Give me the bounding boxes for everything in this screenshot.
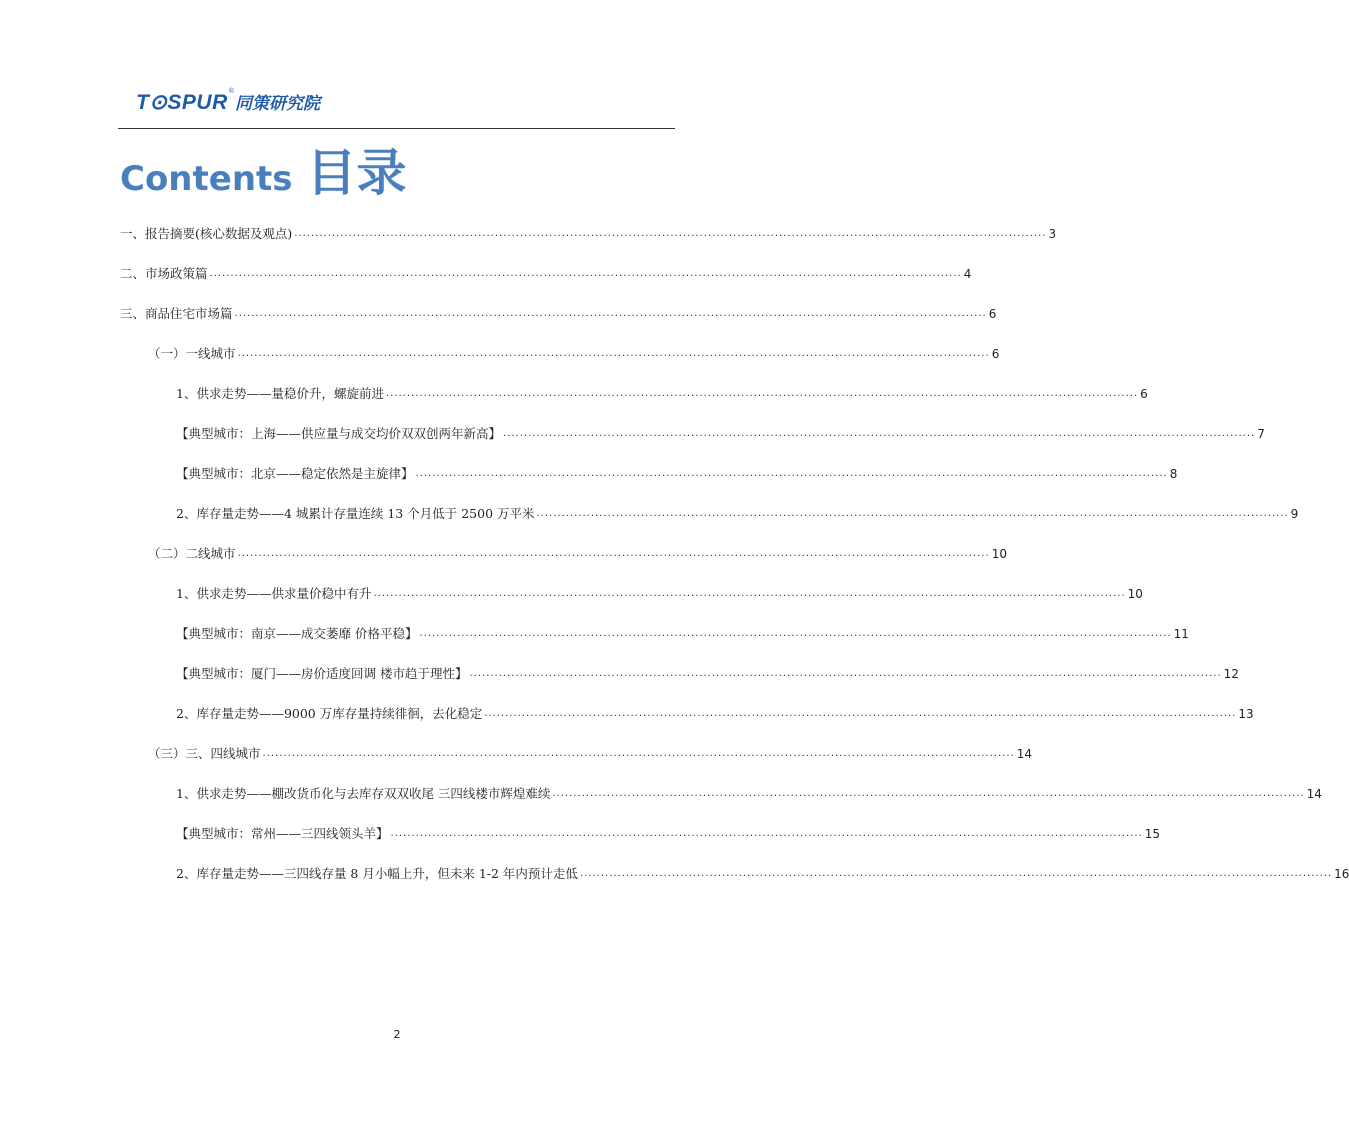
- toc-leader-dots: ....................................................................................................................................................................................: [536, 508, 1289, 519]
- toc-entry-label: 一、报告摘要(核心数据及观点): [120, 226, 293, 241]
- toc-entry[interactable]: [176, 626, 1189, 642]
- toc-entry-page: 12: [1223, 667, 1239, 681]
- toc-entry-label: 三、商品住宅市场篇: [120, 306, 233, 321]
- toc-entry-page: 6: [1140, 387, 1148, 401]
- toc-entry[interactable]: [176, 466, 1178, 482]
- title-chinese: 目录: [306, 144, 407, 202]
- toc-leader-dots: ....................................................................................................................................................................................: [209, 268, 962, 279]
- toc-entry-label: 1、供求走势——量稳价升，螺旋前进: [176, 386, 384, 401]
- toc-leader-dots: ....................................................................................................................................................................................: [419, 628, 1172, 639]
- toc-entry-label: （二）二线城市: [148, 546, 236, 561]
- toc-entry-page: 10: [991, 547, 1007, 561]
- toc-entry-page: 14: [1016, 747, 1032, 761]
- toc-entry[interactable]: [176, 786, 1322, 802]
- toc-leader-dots: ....................................................................................................................................................................................: [373, 588, 1126, 599]
- toc-entry-page: 16: [1334, 867, 1349, 881]
- header-divider: [118, 128, 675, 129]
- toc-entry-label: 【典型城市：常州——三四线领头羊】: [176, 826, 389, 841]
- toc-entry-label: 【典型城市：厦门——房价适度回调 楼市趋于理性】: [176, 666, 468, 681]
- toc-entry-page: 6: [991, 347, 1000, 361]
- toc-leader-dots: ....................................................................................................................................................................................: [503, 428, 1256, 439]
- toc-leader-dots: ....................................................................................................................................................................................: [294, 228, 1047, 239]
- toc-entry-page: 14: [1306, 787, 1322, 801]
- toc-entry[interactable]: [176, 426, 1265, 442]
- toc-entry-label: 【典型城市：北京——稳定依然是主旋律】: [176, 466, 414, 481]
- toc-entry-page: 15: [1144, 827, 1160, 841]
- toc-entry[interactable]: [176, 666, 1239, 682]
- page-number: 2: [393, 1028, 401, 1041]
- toc-entry-label: （三）三、四线城市: [148, 746, 261, 761]
- logo-english: T⊙SPUR: [136, 91, 228, 114]
- toc-entry-label: 2、库存量走势——9000 万库存量持续徘徊，去化稳定: [176, 706, 483, 721]
- toc-leader-dots: ....................................................................................................................................................................................: [262, 748, 1015, 759]
- toc-entry-page: 7: [1257, 427, 1265, 441]
- toc-entry[interactable]: [120, 306, 997, 322]
- toc-entry-page: 6: [988, 307, 997, 321]
- toc-leader-dots: ....................................................................................................................................................................................: [579, 868, 1333, 879]
- toc-leader-dots: ....................................................................................................................................................................................: [469, 668, 1222, 679]
- toc-entry-label: 1、供求走势——棚改货币化与去库存双双收尾 三四线楼市辉煌难续: [176, 786, 551, 801]
- toc-entry-page: 4: [963, 267, 972, 281]
- toc-entry-label: 2、库存量走势——三四线存量 8 月小幅上升，但未来 1-2 年内预计走低: [176, 866, 578, 881]
- toc-entry[interactable]: [176, 586, 1143, 602]
- toc-entry[interactable]: [176, 866, 1349, 882]
- toc-entry-page: 3: [1048, 227, 1057, 241]
- toc-entry[interactable]: [120, 266, 972, 282]
- logo-chinese: 同策研究院: [234, 94, 320, 114]
- toc-entry[interactable]: [176, 826, 1160, 842]
- toc-entry-label: 【典型城市：南京——成交萎靡 价格平稳】: [176, 626, 418, 641]
- toc-entry[interactable]: [148, 546, 1007, 562]
- company-logo: [136, 88, 320, 114]
- toc-entry[interactable]: [148, 346, 1000, 362]
- toc-entry[interactable]: [176, 386, 1148, 402]
- toc-entry-page: 13: [1238, 707, 1254, 721]
- toc-entry-label: （一）一线城市: [148, 346, 236, 361]
- toc-entry[interactable]: [176, 506, 1299, 522]
- toc-entry-page: 8: [1169, 467, 1178, 481]
- page-title: [120, 140, 407, 204]
- toc-leader-dots: ....................................................................................................................................................................................: [484, 708, 1237, 719]
- toc-leader-dots: ....................................................................................................................................................................................: [234, 308, 987, 319]
- title-english: Contents: [120, 159, 293, 199]
- toc-entry-label: 【典型城市：上海——供应量与成交均价双双创两年新高】: [176, 426, 502, 441]
- toc-leader-dots: ....................................................................................................................................................................................: [237, 348, 990, 359]
- toc-entry-page: 10: [1127, 587, 1143, 601]
- toc-entry-label: 二、市场政策篇: [120, 266, 208, 281]
- toc-leader-dots: ....................................................................................................................................................................................: [237, 548, 990, 559]
- toc-entry[interactable]: [176, 706, 1254, 722]
- toc-entry[interactable]: [120, 226, 1057, 242]
- toc-entry-page: 11: [1173, 627, 1189, 641]
- toc-leader-dots: ....................................................................................................................................................................................: [385, 388, 1139, 399]
- toc-entry[interactable]: [148, 746, 1032, 762]
- logo-registered-mark: ®: [228, 88, 234, 95]
- toc-entry-label: 1、供求走势——供求量价稳中有升: [176, 586, 372, 601]
- toc-leader-dots: ....................................................................................................................................................................................: [552, 788, 1305, 799]
- toc-entry-label: 2、库存量走势——4 城累计存量连续 13 个月低于 2500 万平米: [176, 506, 535, 521]
- toc-leader-dots: ....................................................................................................................................................................................: [415, 468, 1168, 479]
- toc-entry-page: 9: [1290, 507, 1299, 521]
- toc-leader-dots: ....................................................................................................................................................................................: [390, 828, 1143, 839]
